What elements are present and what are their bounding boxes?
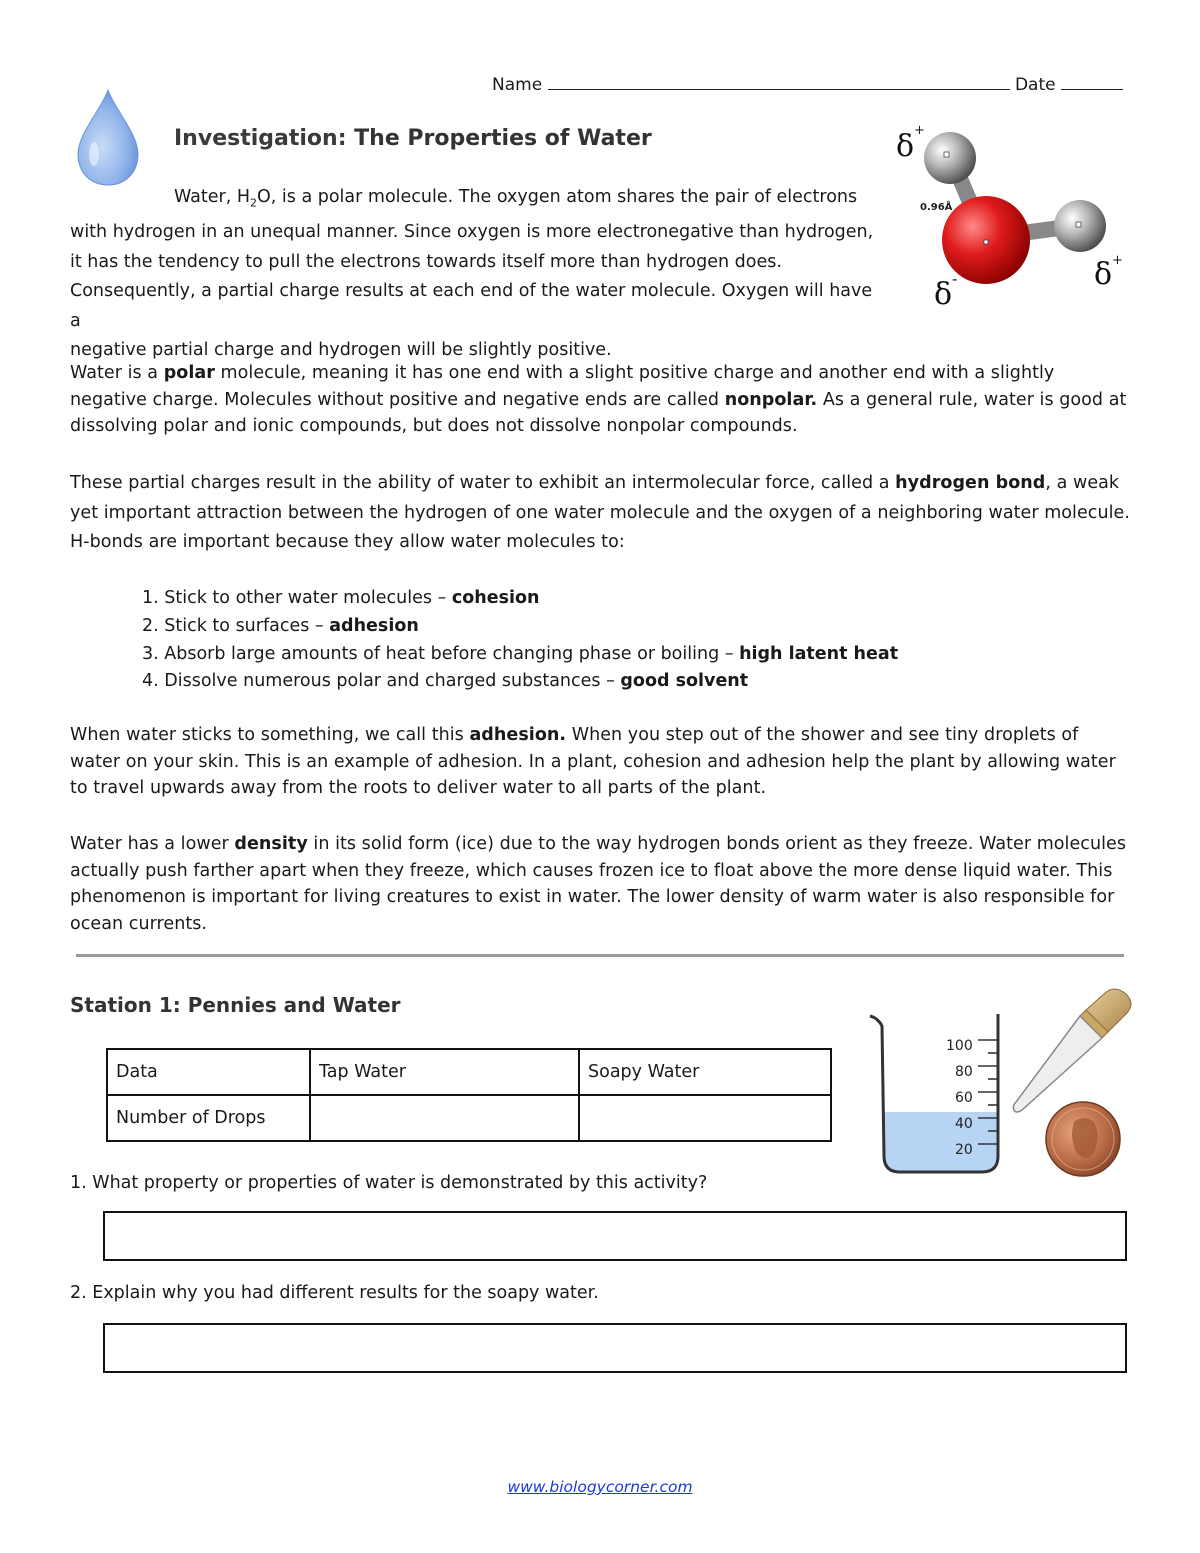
dropper-icon — [1010, 986, 1138, 1116]
section-divider — [76, 954, 1124, 957]
question-1: 1. What property or properties of water is demonstrated by this activity? — [70, 1173, 708, 1193]
table-header-soapy-water: Soapy Water — [579, 1049, 831, 1095]
svg-text:40: 40 — [955, 1116, 973, 1132]
list-item: 3. Absorb large amounts of heat before changing phase or boiling – high latent heat — [142, 643, 899, 664]
water-molecule-diagram — [890, 118, 1130, 318]
hbond-properties-list — [142, 585, 898, 696]
delta-plus-top: δ — [896, 129, 915, 164]
svg-text:100: 100 — [946, 1038, 973, 1054]
list-item: 4. Dissolve numerous polar and charged substances – good solvent — [142, 671, 749, 692]
answer-box-2[interactable] — [103, 1323, 1127, 1373]
date-blank[interactable] — [1061, 72, 1123, 90]
station-1-data-table — [106, 1048, 832, 1142]
name-blank[interactable] — [548, 72, 1010, 90]
polar-paragraph: Water is a polar molecule, meaning it has one end with a slight positive charge and another end with a slightly negative charge. Molecules without positive and negative ends are called nonpolar. As a general rule, water is good at dissolving polar and ionic compounds, but does not dissolve nonpolar compounds. — [70, 363, 1127, 436]
svg-text:-: - — [952, 269, 958, 288]
bond-length-label: 0.96Å — [920, 202, 953, 213]
delta-minus: δ — [934, 277, 953, 312]
soapy-water-drops-cell[interactable] — [579, 1095, 831, 1141]
hydrogen-atom-top — [924, 132, 976, 184]
page-title: Investigation: The Properties of Water — [174, 126, 652, 151]
delta-plus-right: δ — [1094, 257, 1113, 292]
name-date-line — [492, 72, 1123, 95]
table-row-label-drops: Number of Drops — [107, 1095, 310, 1141]
table-header-data: Data — [107, 1049, 310, 1095]
list-item: 2. Stick to surfaces – adhesion — [142, 615, 419, 636]
list-item: 1. Stick to other water molecules – cohesion — [142, 588, 540, 608]
table-row — [107, 1049, 831, 1095]
table-row — [107, 1095, 831, 1141]
svg-text:+: + — [1112, 253, 1123, 268]
svg-text:60: 60 — [955, 1090, 973, 1106]
intro-paragraph: Water, $H_2O$, is a polar molecule. The oxygen atom shares the pair of electrons with hydrogen in an unequal manner. Since oxygen is more electronegative than hydrogen, it has the tendency to pull the electrons towards itself more than hydrogen does. Consequently, a partial charge results at each end of the water molecule. Oxygen will have a negative partial charge and hydrogen will be slightly positive. — [70, 187, 874, 360]
station-1-title: Station 1: Pennies and Water — [70, 993, 401, 1017]
penny-icon — [1044, 1100, 1122, 1178]
footer — [0, 1478, 1200, 1496]
footer-link[interactable]: www.biologycorner.com — [507, 1478, 693, 1496]
density-paragraph: Water has a lower density in its solid form (ice) due to the way hydrogen bonds orient as they freeze. Water molecules actually push farther apart when they freeze, which causes frozen ice to float above the more dense liquid water. This phenomenon is important for living creatures to exist in water. The lower density of warm water is also responsible for ocean currents. — [70, 834, 1126, 934]
adhesion-paragraph: When water sticks to something, we call this adhesion. When you step out of the shower and see tiny droplets of water on your skin. This is an example of adhesion. In a plant, cohesion and adhesion help the plant by allowing water to travel upwards away from the roots to deliver water to all parts of the plant. — [70, 725, 1116, 798]
hydrogen-bond-paragraph: These partial charges result in the ability of water to exhibit an intermolecular force, called a hydrogen bond, a weak yet important attraction between the hydrogen of one water molecule and the oxygen of a neighboring water molecule. H-bonds are important because they allow water molecules to: — [70, 473, 1130, 552]
svg-text:80: 80 — [955, 1064, 973, 1080]
question-2: 2. Explain why you had different results for the soapy water. — [70, 1283, 599, 1303]
svg-text:+: + — [914, 123, 925, 138]
tap-water-drops-cell[interactable] — [310, 1095, 579, 1141]
beaker-icon — [866, 1008, 1006, 1180]
svg-text:20: 20 — [955, 1142, 973, 1158]
table-header-tap-water: Tap Water — [310, 1049, 579, 1095]
name-label: Name — [492, 75, 543, 95]
water-drop-icon — [72, 88, 144, 188]
answer-box-1[interactable] — [103, 1211, 1127, 1261]
date-label: Date — [1014, 75, 1056, 95]
